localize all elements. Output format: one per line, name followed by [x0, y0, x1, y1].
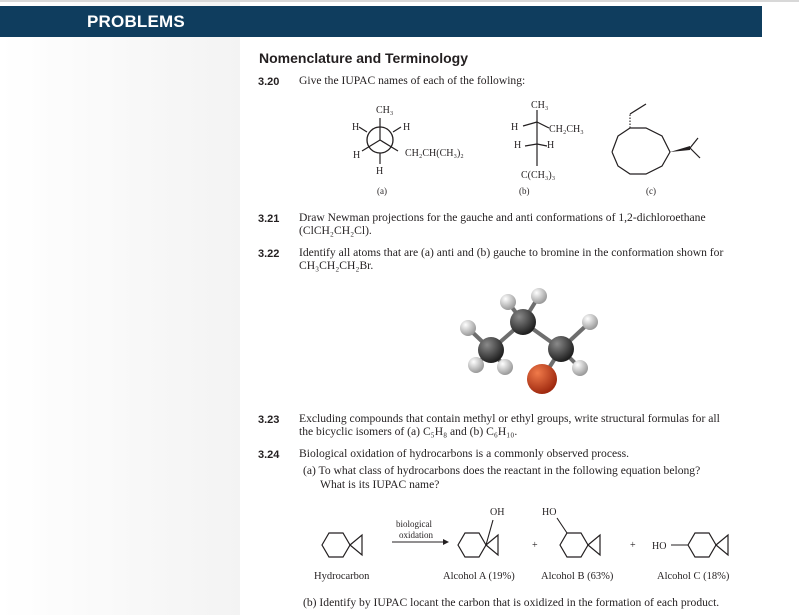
newman-a-ll: H	[353, 150, 361, 161]
problem-text-321-line2: (ClCH₂CH₂Cl).	[299, 224, 372, 237]
newman-a-ul: H	[352, 122, 360, 133]
problem-text-323-line1: Excluding compounds that contain methyl or ethyl groups, write structural formulas for all	[299, 412, 720, 425]
section-title: Nomenclature and Terminology	[259, 50, 468, 66]
label-alcohol-a: Alcohol A (19%)	[443, 571, 515, 582]
skeletal-structure-c	[600, 100, 730, 185]
problem-text-324-line1: Biological oxidation of hydrocarbons is a commonly observed process.	[299, 447, 630, 460]
problem-number-324: 3.24	[258, 449, 280, 461]
sawhorse-b-bottom: C(CH₃)₃	[521, 170, 556, 181]
problem-text-324-a-line2: What is its IUPAC name?	[320, 478, 440, 491]
oxidation-reaction-scheme	[310, 500, 760, 575]
newman-a-lr: CH₂CH(CH₃)₂	[405, 148, 464, 159]
alcohol-c-ho: HO	[652, 541, 667, 552]
caption-c: (c)	[646, 186, 656, 196]
caption-b: (b)	[519, 186, 530, 196]
caption-a: (a)	[377, 186, 387, 196]
newman-a-ur: H	[403, 122, 411, 133]
alcohol-a-oh: OH	[490, 507, 505, 518]
newman-projection-a	[340, 98, 480, 198]
problem-text-324-b: (b) Identify by IUPAC locant the carbon that is oxidized in the formation of each product.	[303, 596, 720, 609]
arrow-label-line1: biological	[396, 519, 432, 529]
problem-number-320: 3.20	[258, 76, 280, 88]
sawhorse-b-h3: H	[547, 140, 555, 151]
problem-text-320: Give the IUPAC names of each of the following:	[299, 74, 526, 87]
alcohol-b-ho: HO	[542, 507, 557, 518]
label-alcohol-b: Alcohol B (63%)	[541, 571, 614, 582]
ball-and-stick-model	[450, 282, 610, 397]
problem-text-322-line2: CH₃CH₂CH₂Br.	[299, 259, 374, 272]
problem-number-322: 3.22	[258, 248, 280, 260]
arrow-label-line2: oxidation	[399, 530, 433, 540]
top-rule	[0, 0, 799, 2]
sawhorse-b-h1: H	[511, 122, 519, 133]
page-margin-shade	[0, 0, 240, 615]
problem-text-323-line2: the bicyclic isomers of (a) C₅H₈ and (b) C₆H₁₀.	[299, 425, 518, 438]
problem-text-324-a-line1: (a) To what class of hydrocarbons does the reactant in the following equation belong?	[303, 464, 701, 477]
sawhorse-b-h2: H	[514, 140, 522, 151]
plus-1: +	[532, 540, 538, 551]
newman-a-top: CH₃	[376, 105, 394, 116]
problem-text-321-line1: Draw Newman projections for the gauche and anti conformations of 1,2-dichloroethane	[299, 211, 706, 224]
problem-text-322-line1: Identify all atoms that are (a) anti and (b) gauche to bromine in the conformation shown for	[299, 246, 724, 259]
label-hydrocarbon: Hydrocarbon	[314, 571, 370, 582]
problem-number-321: 3.21	[258, 213, 280, 225]
sawhorse-b-r1: CH₂CH₃	[549, 124, 584, 135]
sawhorse-b-top: CH₃	[531, 100, 549, 111]
plus-2: +	[630, 540, 636, 551]
banner-title: PROBLEMS	[87, 12, 185, 31]
newman-a-bottom: H	[376, 166, 384, 177]
problem-number-323: 3.23	[258, 414, 280, 426]
label-alcohol-c: Alcohol C (18%)	[657, 571, 730, 582]
